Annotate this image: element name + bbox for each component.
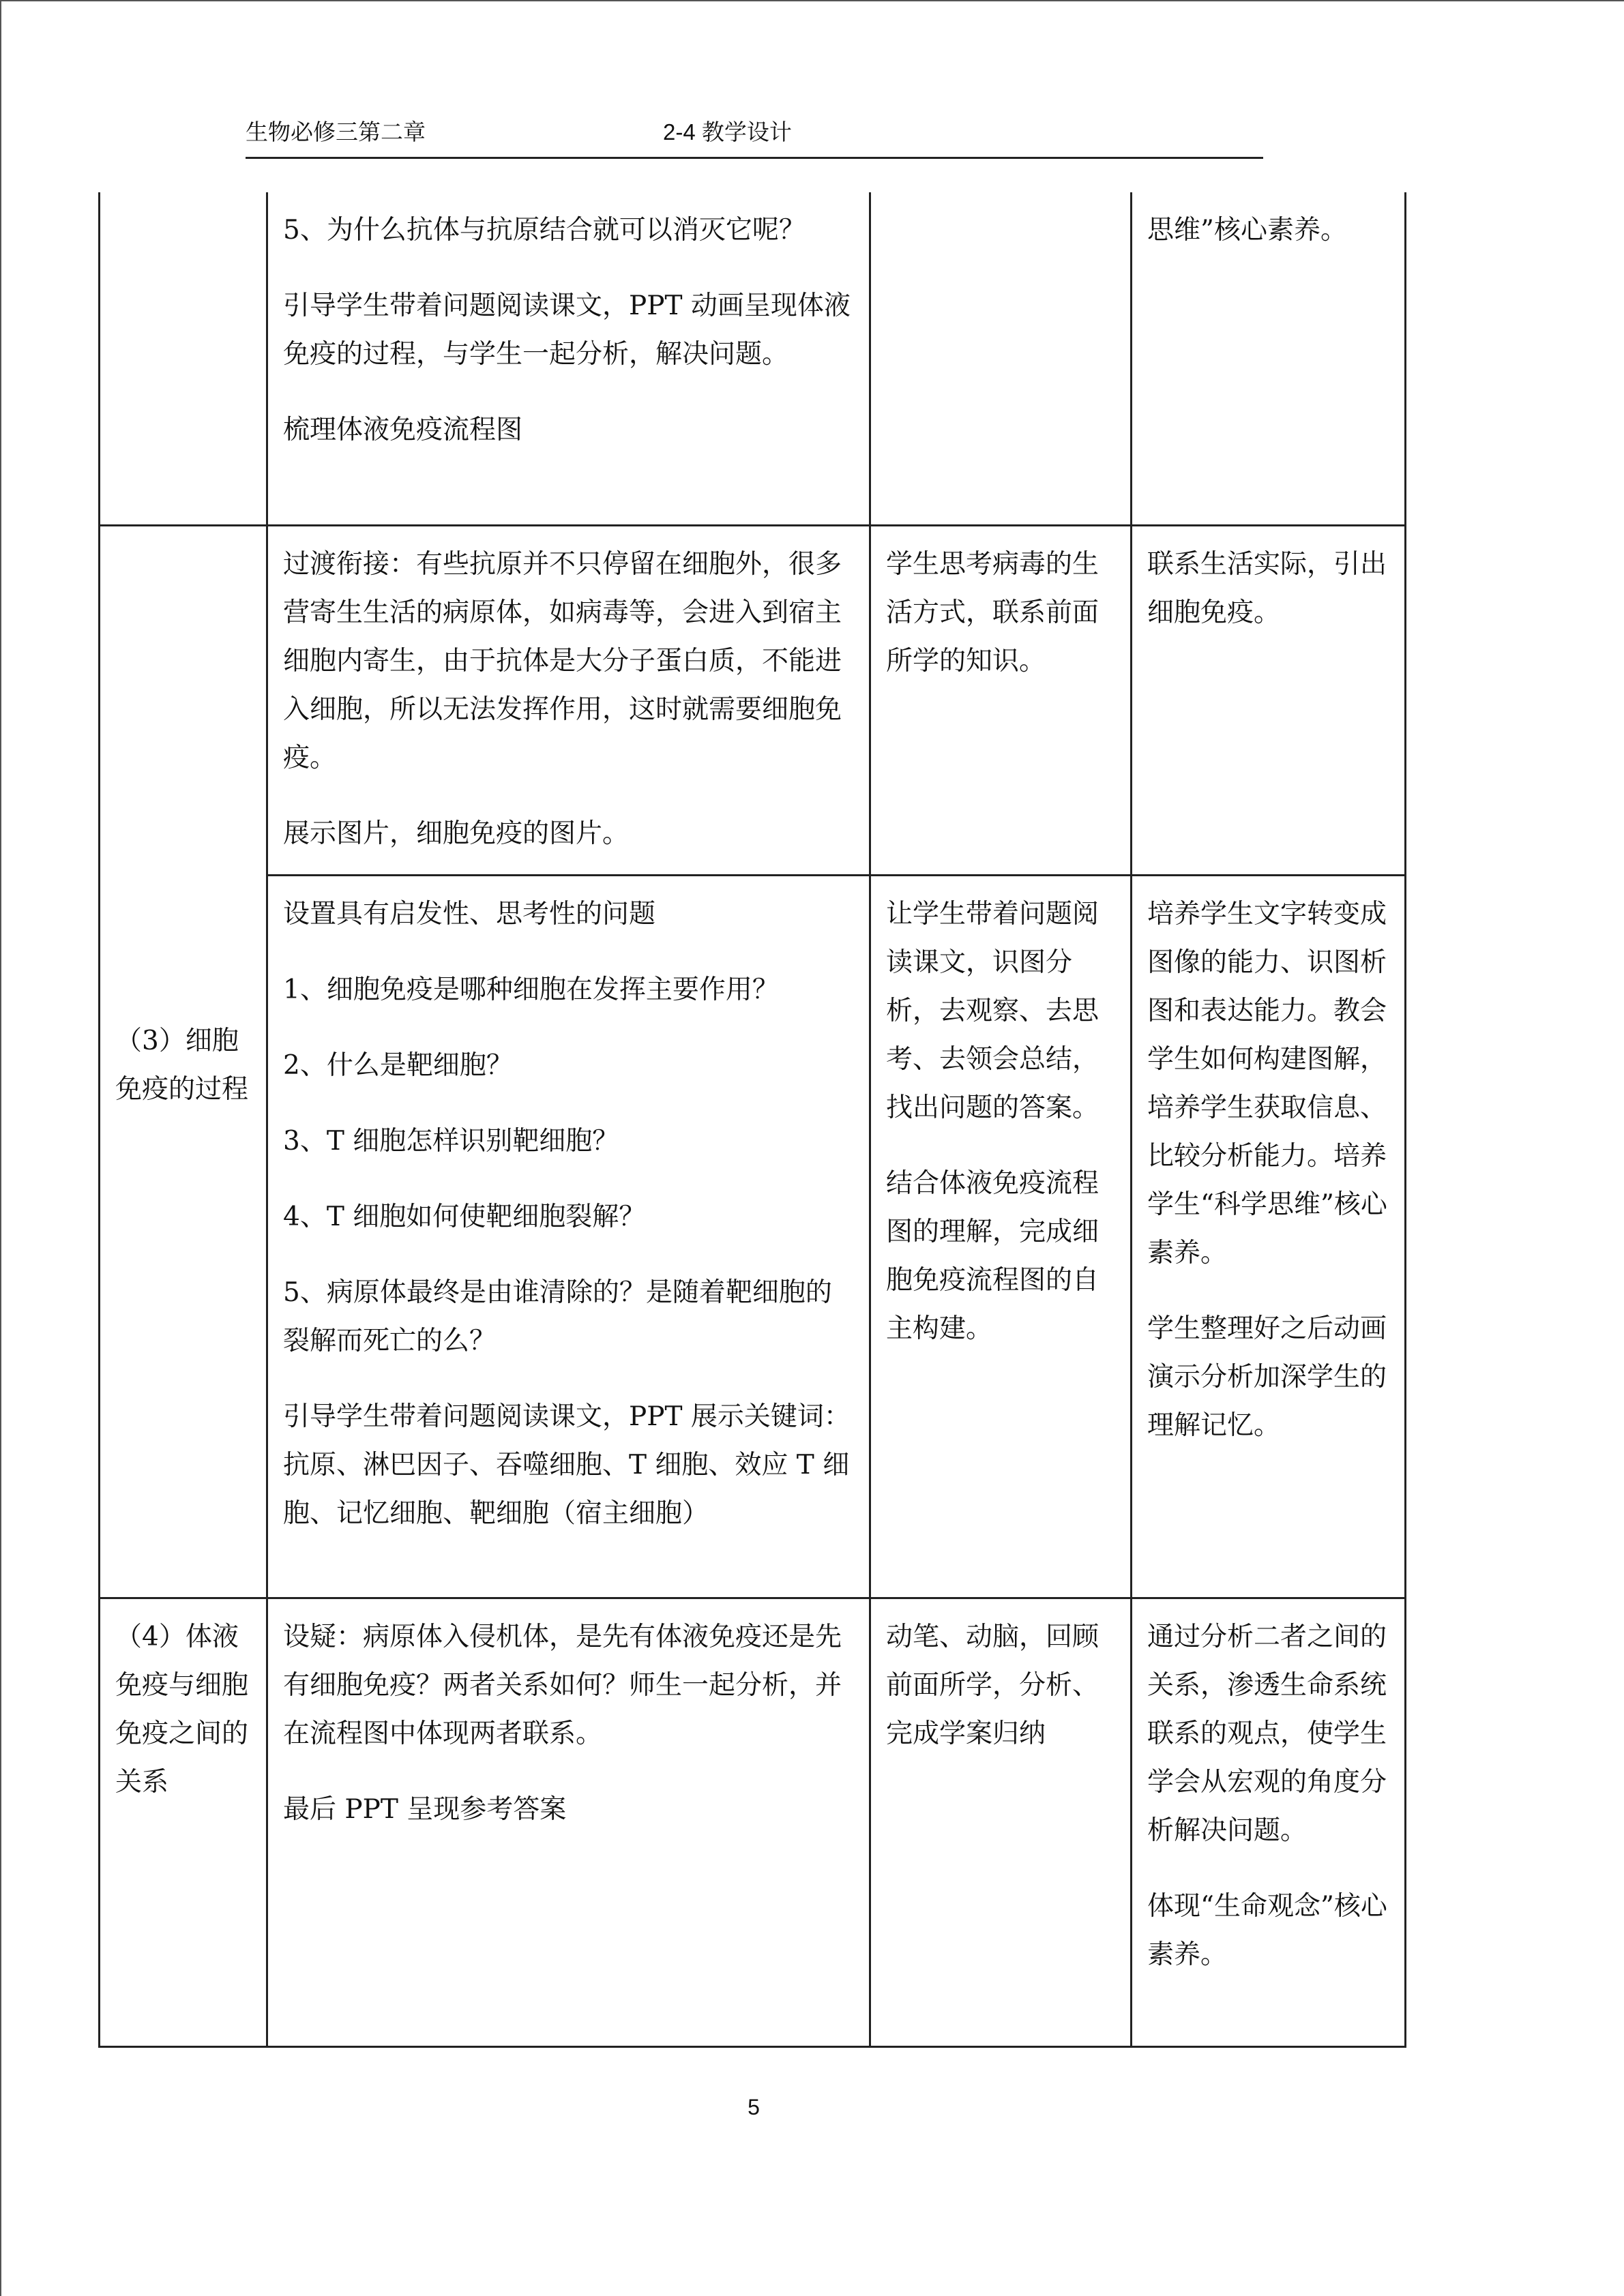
header-doc-title: 2-4 教学设计	[663, 119, 792, 145]
cell-paragraph: 过渡衔接：有些抗原并不只停留在细胞外，很多营寄生生活的病原体，如病毒等，会进入到宿主细胞内寄生，由于抗体是大分子蛋白质，不能进入细胞，所以无法发挥作用，这时就需要细胞免疫。	[283, 548, 842, 773]
cell-paragraph: 引导学生带着问题阅读课文，PPT 动画呈现体液免疫的过程，与学生一起分析，解决问题。	[283, 290, 851, 370]
topic-cell	[100, 1598, 267, 2046]
cell-paragraph: 5、为什么抗体与抗原结合就可以消灭它呢？	[283, 215, 806, 245]
topic-cell	[100, 192, 267, 525]
student-activity-cell	[870, 875, 1132, 1598]
cell-paragraph: 学生整理好之后动画演示分析加深学生的理解记忆。	[1147, 1313, 1387, 1441]
student-activity-cell	[870, 1598, 1132, 2046]
cell-paragraph: （3）细胞免疫的过程	[115, 1025, 249, 1105]
student-activity-cell	[870, 192, 1132, 525]
page-header	[246, 115, 1263, 159]
cell-paragraph: 培养学生文字转变成图像的能力、识图析图和表达能力。教会学生如何构建图解，培养学生获取信息、比较分析能力。培养学生“科学思维”核心素养。	[1147, 898, 1387, 1268]
cell-paragraph: 最后 PPT 呈现参考答案	[283, 1793, 567, 1825]
cell-paragraph: 联系生活实际，引出细胞免疫。	[1147, 548, 1387, 628]
cell-paragraph: 2、什么是靶细胞？	[283, 1049, 513, 1081]
teacher-activity-cell	[267, 875, 870, 1598]
teacher-activity-cell	[267, 525, 870, 875]
topic-cell	[100, 525, 267, 1598]
header-chapter: 生物必修三第二章	[246, 119, 426, 145]
cell-paragraph: 展示图片，细胞免疫的图片。	[283, 818, 630, 849]
table-row	[100, 875, 1406, 1598]
cell-paragraph: 设疑：病原体入侵机体，是先有体液免疫还是先有细胞免疫？两者关系如何？师生一起分析，并在流程图中体现两者联系。	[283, 1621, 842, 1749]
cell-paragraph: 思维”核心素养。	[1147, 215, 1347, 245]
table-row	[100, 525, 1406, 875]
cell-paragraph: 3、T 细胞怎样识别靶细胞？	[283, 1125, 619, 1157]
design-intent-cell	[1132, 525, 1406, 875]
teacher-activity-cell	[267, 1598, 870, 2046]
cell-paragraph: 学生思考病毒的生活方式，联系前面所学的知识。	[886, 548, 1099, 676]
table-row	[100, 1598, 1406, 2046]
cell-paragraph: （4）体液免疫与细胞免疫之间的关系	[115, 1621, 249, 1798]
cell-paragraph: 4、T 细胞如何使靶细胞裂解？	[283, 1201, 646, 1232]
page-number: 5	[748, 2095, 760, 2119]
lesson-plan-table	[98, 192, 1406, 2048]
cell-paragraph: 1、细胞免疫是哪种细胞在发挥主要作用？	[283, 974, 779, 1005]
cell-paragraph: 引导学生带着问题阅读课文，PPT 展示关键词：抗原、淋巴因子、吞噬细胞、T 细胞、效应 T 细胞、记忆细胞、靶细胞（宿主细胞）	[283, 1401, 851, 1529]
cell-paragraph: 通过分析二者之间的关系，渗透生命系统联系的观点，使学生学会从宏观的角度分析解决问题。	[1147, 1621, 1387, 1846]
design-intent-cell	[1132, 192, 1406, 525]
cell-paragraph: 体现“生命观念”核心素养。	[1147, 1890, 1387, 1970]
student-activity-cell	[870, 525, 1132, 875]
design-intent-cell	[1132, 1598, 1406, 2046]
cell-paragraph: 结合体液免疫流程图的理解，完成细胞免疫流程图的自主构建。	[886, 1167, 1099, 1344]
cell-paragraph: 动笔、动脑，回顾前面所学，分析、完成学案归纳	[886, 1621, 1099, 1749]
cell-paragraph: 梳理体液免疫流程图	[283, 415, 523, 445]
cell-paragraph: 设置具有启发性、思考性的问题	[283, 898, 656, 929]
cell-paragraph: 让学生带着问题阅读课文，识图分析，去观察、去思考、去领会总结，找出问题的答案。	[886, 898, 1099, 1123]
design-intent-cell	[1132, 875, 1406, 1598]
cell-paragraph: 5、病原体最终是由谁清除的？是随着靶细胞的裂解而死亡的么？	[283, 1277, 832, 1356]
table-row	[100, 192, 1406, 525]
teacher-activity-cell	[267, 192, 870, 525]
